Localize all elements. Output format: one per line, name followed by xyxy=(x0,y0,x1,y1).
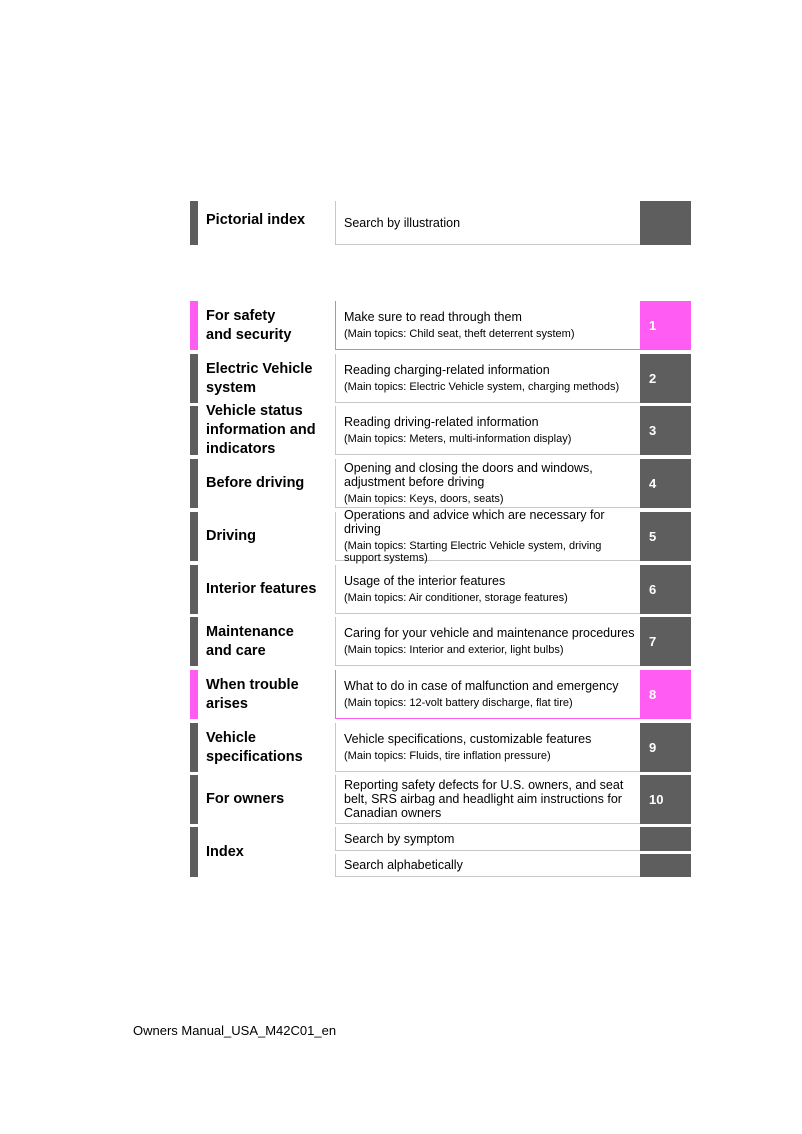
index-item-symptom[interactable] xyxy=(335,827,640,851)
section-description xyxy=(335,508,640,564)
section-main-topics: (Main topics: Interior and exterior, light bulbs) xyxy=(344,644,564,656)
section-main-topics: (Main topics: Starting Electric Vehicle system, driving support systems) xyxy=(344,540,602,564)
section-main-text: Operations and advice which are necessary for driving xyxy=(344,508,605,536)
section-title: Index xyxy=(206,843,244,860)
section-description xyxy=(335,565,640,614)
section-bar xyxy=(190,670,198,719)
section-title: Vehicle specifications xyxy=(206,729,303,765)
section-row-8[interactable] xyxy=(190,670,691,719)
section-row-10[interactable] xyxy=(190,775,691,824)
section-row-7[interactable] xyxy=(190,617,691,666)
section-title: Vehicle status information and indicators xyxy=(206,403,316,457)
section-main-topics: (Main topics: Fluids, tire inflation pressure) xyxy=(344,750,551,762)
section-main-text: Reporting safety defects for U.S. owners, and seat belt, SRS airbag and headlight aim instructions for Canadian owners xyxy=(344,778,624,820)
index-tab-symptom[interactable] xyxy=(640,827,691,851)
section-bar xyxy=(190,512,198,561)
section-bar xyxy=(190,459,198,508)
section-description xyxy=(335,301,640,350)
index-item-alphabetical[interactable] xyxy=(335,854,640,877)
section-bar xyxy=(190,775,198,824)
pictorial-index-row[interactable] xyxy=(190,201,691,245)
section-main-text: Vehicle specifications, customizable features xyxy=(344,732,592,746)
section-tab[interactable]: 3 xyxy=(640,406,691,455)
section-title: For safety and security xyxy=(206,307,292,343)
section-tab[interactable]: 4 xyxy=(640,459,691,508)
section-row-6[interactable] xyxy=(190,565,691,614)
section-description xyxy=(335,459,640,508)
section-title: Driving xyxy=(206,528,256,544)
section-title: Electric Vehicle system xyxy=(206,360,313,396)
section-row-4[interactable] xyxy=(190,459,691,508)
section-bar xyxy=(190,406,198,455)
section-row-1[interactable] xyxy=(190,301,691,350)
section-main-text: Make sure to read through them xyxy=(344,310,522,324)
section-main-topics: (Main topics: 12-volt battery discharge, flat tire) xyxy=(344,697,573,709)
section-title: Interior features xyxy=(206,581,317,597)
section-bar xyxy=(190,617,198,666)
section-title: For owners xyxy=(206,791,285,807)
section-bar xyxy=(190,301,198,350)
section-main-topics: (Main topics: Air conditioner, storage features) xyxy=(344,592,568,604)
section-bar xyxy=(190,354,198,403)
index-item-label: Search by symptom xyxy=(344,831,455,846)
section-description xyxy=(335,775,640,824)
section-tab[interactable]: 2 xyxy=(640,354,691,403)
section-main-topics: (Main topics: Electric Vehicle system, charging methods) xyxy=(344,381,620,393)
section-bar xyxy=(190,201,198,245)
section-tab[interactable]: 1 xyxy=(640,301,691,350)
index-row[interactable] xyxy=(190,827,691,877)
section-main-topics: (Main topics: Child seat, theft deterrent system) xyxy=(344,328,575,340)
section-main-text: Usage of the interior features xyxy=(344,574,506,588)
section-main-text: Opening and closing the doors and windows, adjustment before driving xyxy=(344,461,593,489)
section-bar xyxy=(190,827,198,877)
section-row-2[interactable] xyxy=(190,354,691,403)
section-main-text: What to do in case of malfunction and emergency xyxy=(344,679,619,693)
section-row-3[interactable] xyxy=(190,403,691,457)
section-description xyxy=(335,723,640,772)
section-description xyxy=(335,201,640,245)
section-main-text: Caring for your vehicle and maintenance procedures xyxy=(344,626,635,640)
section-title: When trouble arises xyxy=(206,676,299,712)
section-row-9[interactable] xyxy=(190,723,691,772)
section-main-text: Reading driving-related information xyxy=(344,415,539,429)
section-row-5[interactable] xyxy=(190,508,691,564)
index-tab-alphabetical[interactable] xyxy=(640,854,691,877)
section-title: Maintenance and care xyxy=(206,623,294,659)
section-description xyxy=(335,354,640,403)
footer-document-id: Owners Manual_USA_M42C01_en xyxy=(133,1023,337,1038)
section-main-topics: (Main topics: Keys, doors, seats) xyxy=(344,493,504,505)
section-bar xyxy=(190,565,198,614)
section-bar xyxy=(190,723,198,772)
section-tab[interactable]: 9 xyxy=(640,723,691,772)
section-main-text: Reading charging-related information xyxy=(344,363,550,377)
section-main-text: Search by illustration xyxy=(344,215,461,230)
section-main-topics: (Main topics: Meters, multi-information display) xyxy=(344,433,572,445)
section-tab[interactable]: 7 xyxy=(640,617,691,666)
section-tab[interactable]: 10 xyxy=(640,775,691,824)
section-description xyxy=(335,617,640,666)
index-item-label: Search alphabetically xyxy=(344,858,463,872)
section-tab[interactable]: 5 xyxy=(640,512,691,561)
section-description xyxy=(335,670,640,719)
section-description xyxy=(335,406,640,455)
section-tab[interactable] xyxy=(640,201,691,245)
section-title: Before driving xyxy=(206,475,305,491)
section-title: Pictorial index xyxy=(206,212,306,228)
section-tab[interactable]: 6 xyxy=(640,565,691,614)
section-tab[interactable]: 8 xyxy=(640,670,691,719)
